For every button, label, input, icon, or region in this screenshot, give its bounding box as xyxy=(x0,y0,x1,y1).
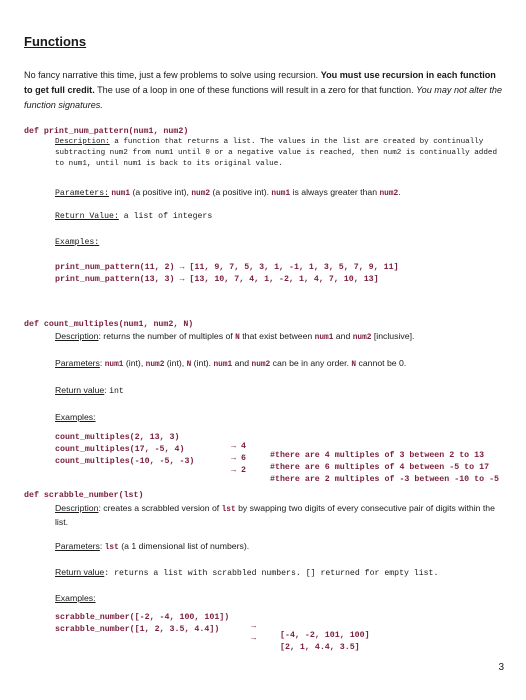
f2-example-result: → 4 xyxy=(231,442,246,451)
f2-example-comment: #there are 4 multiples of 3 between 2 to 13 xyxy=(270,451,485,460)
f1-param-name: num2 xyxy=(191,190,211,198)
f3-return-label: Return value xyxy=(55,567,105,577)
f1-param-name: num1 xyxy=(111,190,131,198)
f2-examples-label: Examples: xyxy=(55,412,96,422)
f2-param-text: and xyxy=(232,358,252,368)
f3-examples-label: Examples: xyxy=(55,593,96,603)
f1-examples-label: Examples: xyxy=(55,238,100,247)
f3-example-arrow: → xyxy=(251,634,256,643)
f2-return xyxy=(55,385,124,396)
f1-desc-text: a function that returns a list. The values in the list are created by continually subtracting num2 from num1 until 0 or a negative value is reached, then num2 is continually added to num1, until num1 is back to its original value. xyxy=(55,138,498,168)
intro-italic: You may not alter the function signatures. xyxy=(24,85,503,110)
f2-parameters xyxy=(55,358,406,369)
f1-return-label: Return Value: xyxy=(55,212,119,221)
f2-params-text: : xyxy=(99,358,105,368)
f1-param-name: num1 xyxy=(271,190,291,198)
f2-param-name: num1 xyxy=(104,361,124,369)
f2-examples xyxy=(55,424,500,484)
f3-desc-text: : creates a scrabbled version of xyxy=(98,503,222,513)
f3-example-call: scrabble_number([1, 2, 3.5, 4.4]) xyxy=(55,625,220,634)
f2-desc-text: and xyxy=(333,331,353,341)
f2-example-comment: #there are 6 multiples of 4 between -5 to 17 xyxy=(270,463,490,472)
f3-desc-label: Description xyxy=(55,503,99,513)
f3-desc-name: lst xyxy=(221,506,236,514)
f3-parameters xyxy=(55,541,249,552)
f1-param-text: (a positive int), xyxy=(130,187,192,197)
f3-example-call: scrabble_number([-2, -4, 100, 101]) xyxy=(55,613,230,622)
f2-desc-name: num1 xyxy=(314,334,334,342)
f3-params-label: Parameters xyxy=(55,541,100,551)
page-number: 3 xyxy=(498,662,504,673)
intro-part2: The use of a loop in one of these functions will result in a zero for that function. xyxy=(94,85,417,95)
f2-param-name: num2 xyxy=(251,361,271,369)
intro-bold: You must use recursion in each function to get full credit. xyxy=(24,70,496,95)
f2-param-name: N xyxy=(351,361,357,369)
f2-param-name: num1 xyxy=(213,361,233,369)
f3-example-arrow: → xyxy=(251,622,256,631)
f2-return-type: int xyxy=(109,387,124,396)
f3-signature: def scrabble_number(lst) xyxy=(24,491,144,500)
f1-param-text: (a positive int). xyxy=(210,187,272,197)
f1-desc-label: Description: xyxy=(55,138,110,146)
f3-examples xyxy=(55,604,370,652)
f2-description xyxy=(55,331,414,342)
intro-paragraph xyxy=(24,68,506,113)
f3-description xyxy=(55,502,505,528)
f3-params-text: (a 1 dimensional list of numbers). xyxy=(118,541,250,551)
f2-param-text: cannot be 0. xyxy=(356,358,407,368)
f1-return xyxy=(55,212,212,221)
f2-signature: def count_multiples(num1, num2, N) xyxy=(24,320,194,329)
f2-example-result: → 2 xyxy=(231,466,246,475)
f3-param-name: lst xyxy=(104,544,119,552)
f1-param-text: is always greater than xyxy=(290,187,380,197)
f2-desc-name: num2 xyxy=(352,334,372,342)
f2-desc-text: : returns the number of multiples of xyxy=(98,331,236,341)
f3-desc-text: by swapping two digits of every consecutive pair of digits within the list. xyxy=(55,503,495,527)
f1-example-1: print_num_pattern(11, 2) → [11, 9, 7, 5, 3, 1, -1, 1, 3, 5, 7, 9, 11] xyxy=(55,263,399,272)
f2-desc-text: that exist between xyxy=(239,331,315,341)
f2-param-name: N xyxy=(186,361,192,369)
f2-params-label: Parameters xyxy=(55,358,100,368)
f2-return-text: : xyxy=(104,385,110,395)
f2-example-result: → 6 xyxy=(231,454,246,463)
f1-example-2: print_num_pattern(13, 3) → [13, 10, 7, 4, 1, -2, 1, 4, 7, 10, 13] xyxy=(55,275,379,284)
f2-example-call: count_multiples(-10, -5, -3) xyxy=(55,457,195,466)
f2-param-text: (int), xyxy=(123,358,146,368)
f1-description xyxy=(55,137,505,170)
f2-desc-text: [inclusive]. xyxy=(371,331,415,341)
intro-part1: No fancy narrative this time, just a few problems to solve using recursion. xyxy=(24,70,321,80)
f1-return-text: a list of integers xyxy=(118,212,213,221)
f2-param-text: (int). xyxy=(191,358,214,368)
f2-param-text: (int), xyxy=(164,358,187,368)
f2-param-text: can be in any order. xyxy=(270,358,352,368)
f2-param-name: num2 xyxy=(145,361,165,369)
f1-signature: def print_num_pattern(num1, num2) xyxy=(24,127,189,136)
f3-example-result: [-4, -2, 101, 100] xyxy=(280,631,370,640)
f2-return-label: Return value xyxy=(55,385,105,395)
f1-param-text: . xyxy=(398,187,401,197)
f1-param-name: num2 xyxy=(379,190,399,198)
f2-desc-label: Description xyxy=(55,331,99,341)
f2-desc-name: N xyxy=(235,334,240,342)
f2-example-comment: #there are 2 multiples of -3 between -10 to -5 xyxy=(270,475,500,484)
f1-parameters xyxy=(55,187,401,198)
f3-return xyxy=(55,567,438,578)
f1-params-label: Parameters: xyxy=(55,189,110,198)
f3-return-text: : returns a list with scrabbled numbers. [] returned for empty list. xyxy=(104,569,439,578)
page-title: Functions xyxy=(24,34,87,49)
f3-params-text: : xyxy=(99,541,105,551)
f2-example-call: count_multiples(2, 13, 3) xyxy=(55,433,180,442)
f3-example-result: [2, 1, 4.4, 3.5] xyxy=(280,643,360,652)
f2-example-call: count_multiples(17, -5, 4) xyxy=(55,445,185,454)
